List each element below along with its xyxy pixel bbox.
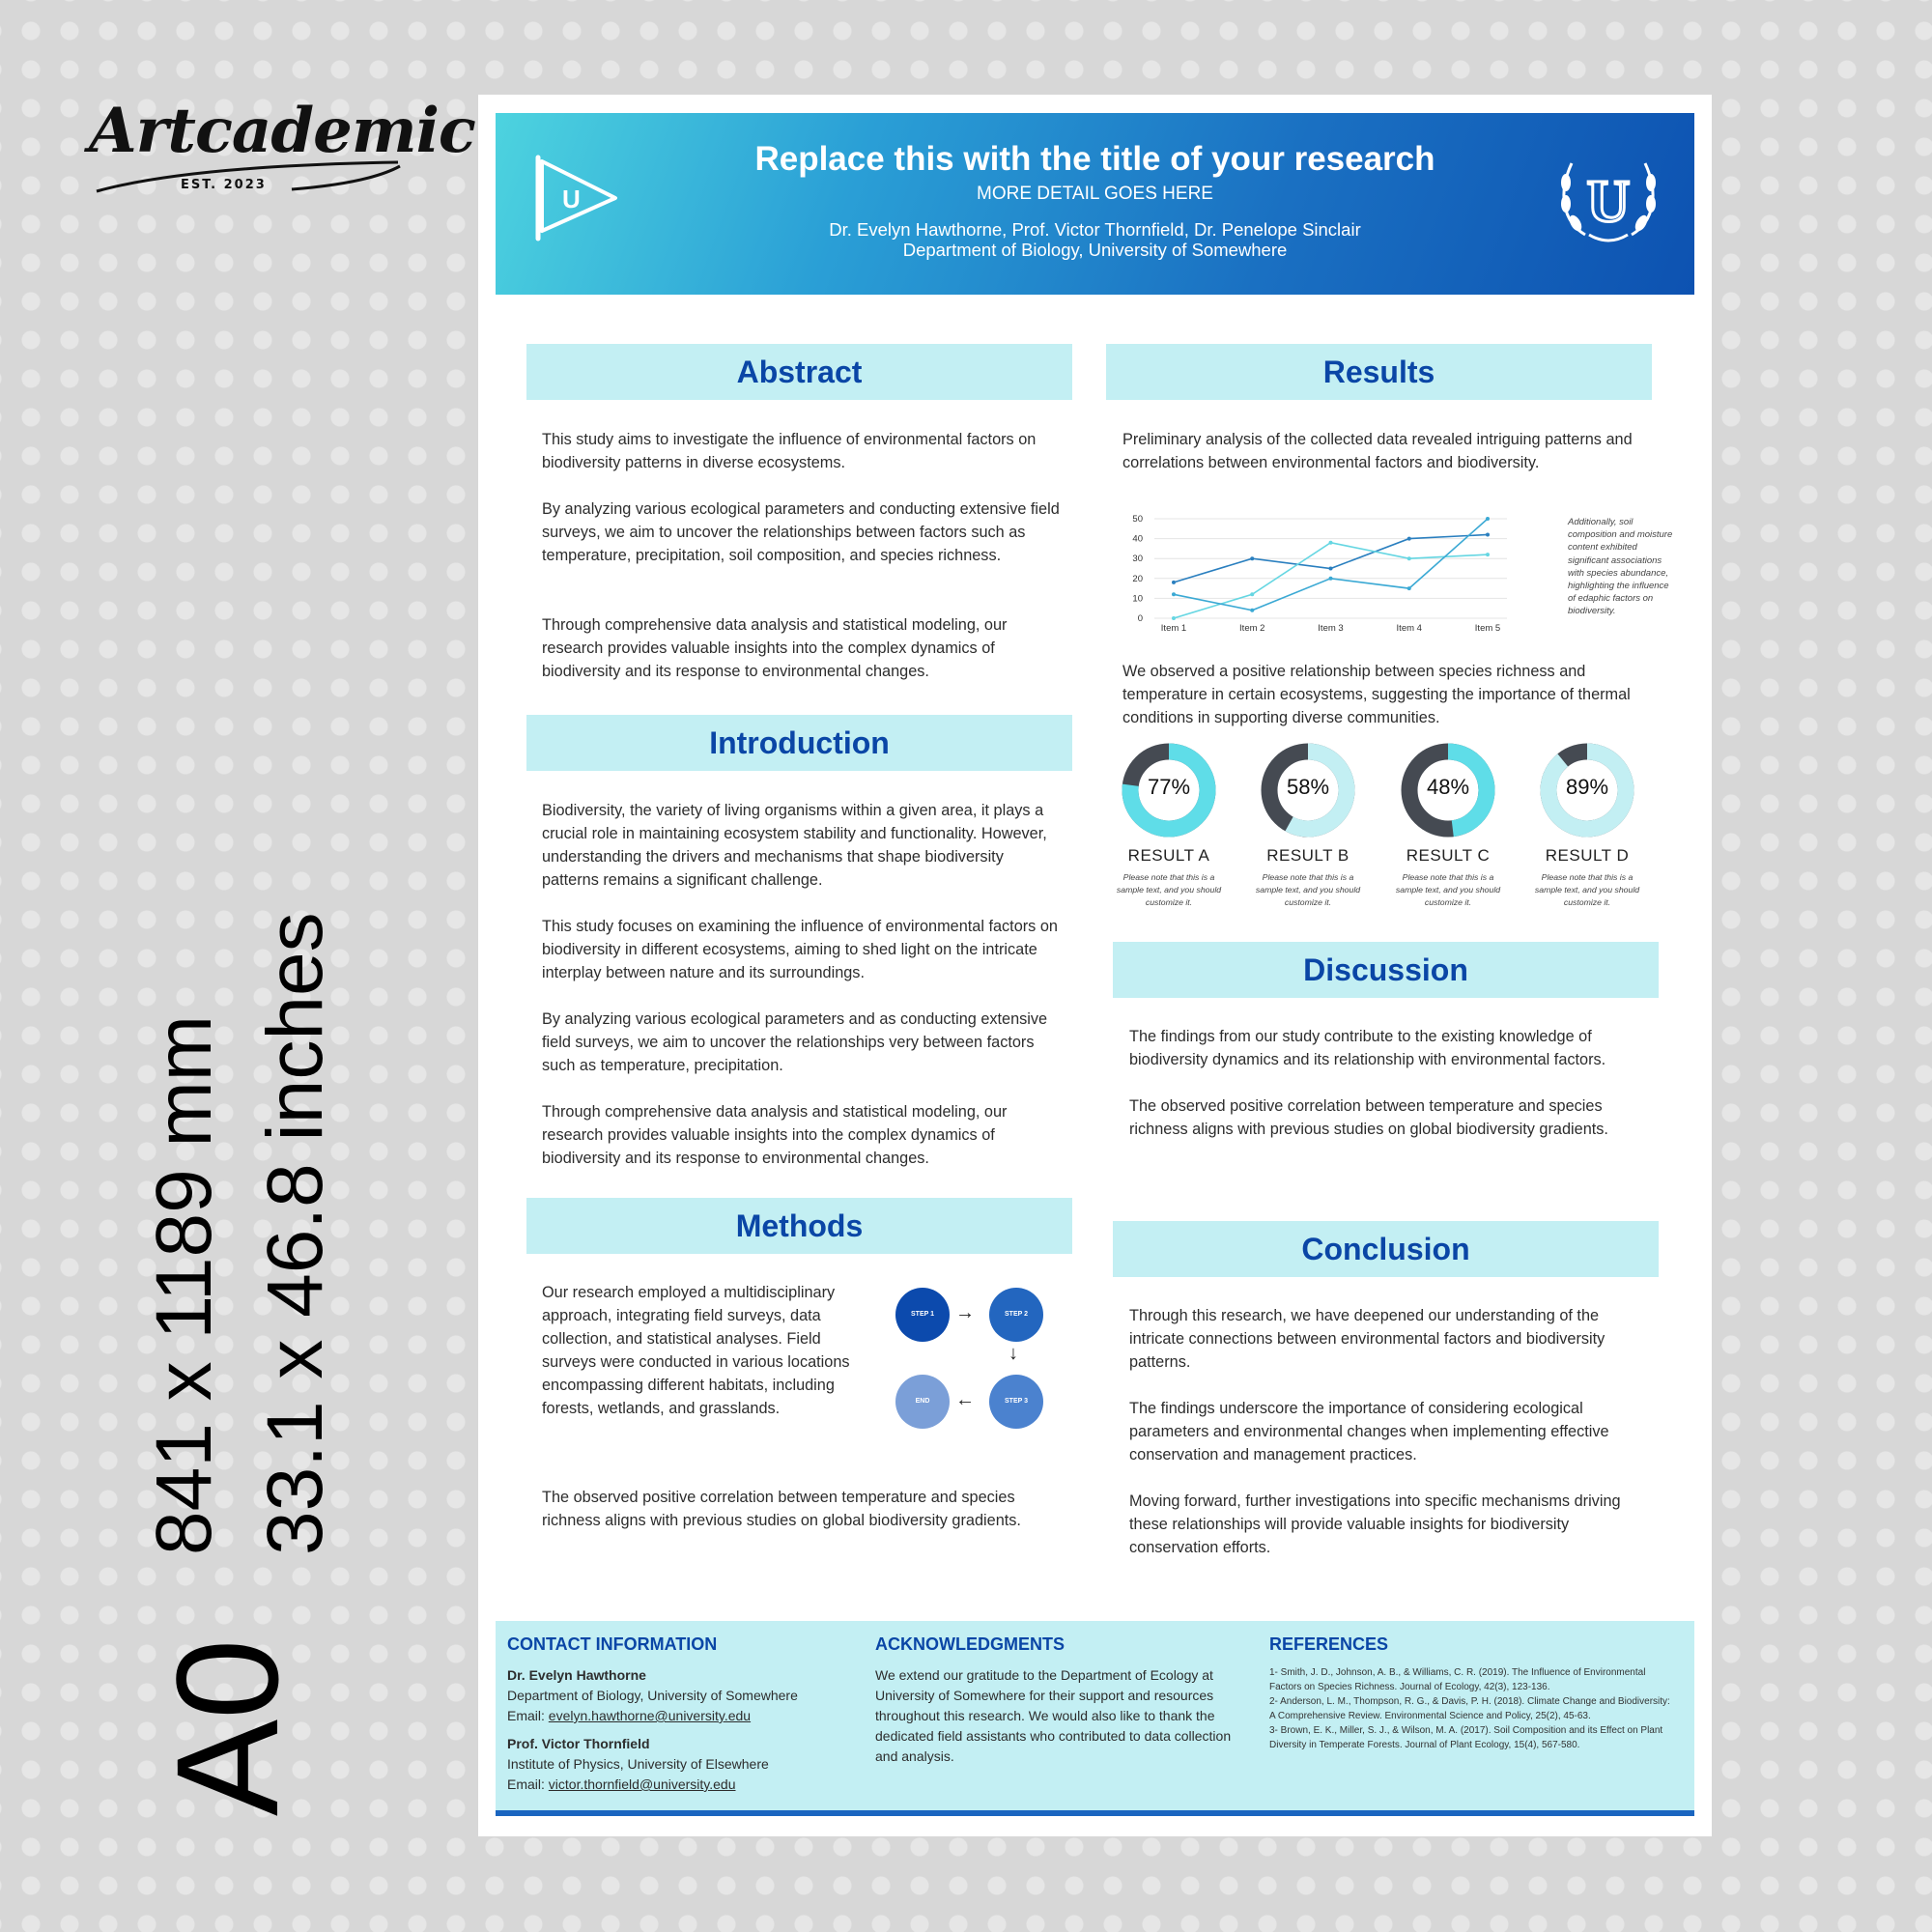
x-tick-label: Item 2 xyxy=(1239,623,1265,634)
results-line-chart xyxy=(1121,505,1584,640)
series-line xyxy=(1174,543,1488,618)
conclusion-paragraph-2: The findings underscore the importance of considering ecological parameters and environmental changes when implementing effective conservation and management practices. xyxy=(1129,1400,1609,1463)
contact-block xyxy=(507,1665,855,1795)
poster-footer xyxy=(496,1621,1694,1814)
discussion-paragraph-1: The findings from our study contribute to the existing knowledge of biodiversity dynamics and its relationship with environmental factors. xyxy=(1129,1028,1606,1068)
step-3-circle: STEP 3 xyxy=(989,1375,1043,1429)
donut-note: Please note that this is a sample text, and you should customize it. xyxy=(1534,872,1640,907)
brand-name: Artcademic xyxy=(89,95,475,167)
step-1-circle: STEP 1 xyxy=(895,1288,950,1342)
references-list xyxy=(1269,1665,1675,1752)
contact-2-name: Prof. Victor Thornfield xyxy=(507,1736,650,1751)
methods-heading: Methods xyxy=(526,1198,1072,1254)
pennant-letter: U xyxy=(562,185,581,213)
donut-2 xyxy=(1250,742,1366,909)
university-crest-icon xyxy=(1556,154,1661,246)
donut-label: RESULT A xyxy=(1127,846,1210,865)
references-heading: REFERENCES xyxy=(1269,1634,1389,1654)
data-point xyxy=(1486,517,1490,521)
results-paragraph-2: We observed a positive relationship between species richness and temperature in certain ecosystems, suggesting the importance of thermal conditions in supporting diverse communities. xyxy=(1122,663,1631,726)
y-tick-label: 40 xyxy=(1132,533,1143,545)
methods-paragraph-1: Our research employed a multidisciplinary approach, integrating field surveys, data collection, and statistical analyses. Field surveys were conducted in various locations encompassing different habitats, including forests, wetlands, and grasslands. xyxy=(542,1284,850,1417)
donut-note: Please note that this is a sample text, and you should customize it. xyxy=(1395,872,1501,907)
contact-1-dept: Department of Biology, University of Somewhere xyxy=(507,1688,798,1703)
contact-2-email-link[interactable]: victor.thornfield@university.edu xyxy=(548,1776,736,1792)
acknowledgments-heading: ACKNOWLEDGMENTS xyxy=(875,1634,1065,1654)
y-tick-label: 10 xyxy=(1132,593,1143,605)
conclusion-paragraph-3: Moving forward, further investigations into specific mechanisms driving these relationships will provide valuable insights for biodiversity conservation efforts. xyxy=(1129,1492,1621,1556)
data-point xyxy=(1486,532,1490,536)
donut-percent: 89% xyxy=(1565,775,1609,799)
abstract-paragraph-3: Through comprehensive data analysis and statistical modeling, our research provides valuable insights into the complex dynamics of biodiversity and its response to environmental changes. xyxy=(542,616,1008,680)
data-point xyxy=(1250,609,1254,612)
y-tick-label: 50 xyxy=(1132,514,1143,525)
donut-note: Please note that this is a sample text, and you should customize it. xyxy=(1255,872,1361,907)
donut-3 xyxy=(1390,742,1506,909)
abstract-paragraph-1: This study aims to investigate the influence of environmental factors on biodiversity patterns in diverse ecosystems. xyxy=(542,431,1037,471)
x-tick-label: Item 5 xyxy=(1474,623,1501,634)
discussion-paragraph-2: The observed positive correlation between temperature and species richness aligns with previous studies on global biodiversity gradients. xyxy=(1129,1097,1608,1138)
contact-heading: CONTACT INFORMATION xyxy=(507,1634,718,1654)
contact-1-name: Dr. Evelyn Hawthorne xyxy=(507,1667,646,1683)
contact-2-email-label: Email: xyxy=(507,1776,549,1792)
donut-1 xyxy=(1111,742,1227,909)
data-point xyxy=(1329,541,1333,545)
poster-title: Replace this with the title of your research xyxy=(754,140,1435,178)
data-point xyxy=(1329,577,1333,581)
chart-annotation: Additionally, soil composition and moisture content exhibited significant associations with species abundance, highlighting the influence of edaphic factors on biodiversity. xyxy=(1568,517,1673,617)
arrow-left-icon: ← xyxy=(955,1389,975,1410)
donut-percent: 77% xyxy=(1147,775,1191,799)
donut-label: RESULT C xyxy=(1406,846,1491,865)
reference-1: 1- Smith, J. D., Johnson, A. B., & Williams, C. R. (2019). The Influence of Environmental Factors on Species Richness. Journal of Ecology, 42(3), 123-136. xyxy=(1269,1667,1646,1692)
x-tick-label: Item 4 xyxy=(1396,623,1422,634)
size-inches-label: 33.1 x 46.8 inches xyxy=(251,912,339,1555)
data-point xyxy=(1407,537,1411,541)
arrow-right-icon: → xyxy=(955,1302,975,1323)
poster-authors: Dr. Evelyn Hawthorne, Prof. Victor Thornfield, Dr. Penelope Sinclair xyxy=(829,219,1361,240)
data-point xyxy=(1407,556,1411,560)
discussion-heading: Discussion xyxy=(1113,942,1659,998)
poster-sheet xyxy=(478,95,1712,1836)
size-class-label: A0 xyxy=(146,1638,308,1816)
y-tick-label: 30 xyxy=(1132,554,1143,565)
results-paragraph-1: Preliminary analysis of the collected data revealed intriguing patterns and correlations between environmental factors and biodiversity. xyxy=(1122,431,1633,471)
introduction-paragraph-3: By analyzing various ecological parameters and as conducting extensive field surveys, we aim to uncover the relationships very between factors such as temperature, precipitation. xyxy=(542,1010,1048,1074)
step-2-circle: STEP 2 xyxy=(989,1288,1043,1342)
brand-est: EST. 2023 xyxy=(181,178,267,192)
y-tick-label: 0 xyxy=(1137,613,1143,624)
donut-percent: 58% xyxy=(1286,775,1330,799)
donut-label: RESULT B xyxy=(1266,846,1350,865)
introduction-paragraph-2: This study focuses on examining the influence of environmental factors on biodiversity in different ecosystems, aiming to shed light on the intricate interplay between nature and its surroundings. xyxy=(542,918,1058,981)
conclusion-paragraph-1: Through this research, we have deepened our understanding of the intricate connections between environmental factors and biodiversity patterns. xyxy=(1129,1307,1605,1371)
step-end-circle: END xyxy=(895,1375,950,1429)
arrow-down-icon: ↓ xyxy=(1009,1343,1018,1364)
methods-paragraph-2: The observed positive correlation between temperature and species richness aligns with previous studies on global biodiversity gradients. xyxy=(542,1489,1021,1529)
crest-letter: U xyxy=(1586,169,1631,235)
data-point xyxy=(1172,581,1176,584)
donut-percent: 48% xyxy=(1426,775,1470,799)
data-point xyxy=(1172,592,1176,596)
series-line xyxy=(1174,519,1488,611)
footer-accent-bar xyxy=(496,1810,1694,1816)
reference-2: 2- Anderson, L. M., Thompson, R. G., & Davis, P. H. (2018). Climate Change and Biodiversity: A Comprehensive Review. Environmental Science and Policy, 25(2), 45-63. xyxy=(1269,1696,1670,1721)
acknowledgments-text: We extend our gratitude to the Department of Ecology at University of Somewhere for their support and resources throughout this research. We would also like to thank the dedicated field assistants who contributed to data collection and analysis. xyxy=(875,1667,1232,1764)
brand-logo xyxy=(89,95,475,201)
abstract-heading: Abstract xyxy=(526,344,1072,400)
introduction-paragraph-1: Biodiversity, the variety of living organisms within a given area, it plays a crucial role in maintaining ecosystem stability and functionality. However, understanding the drivers and mechanisms that shape biodiversity patterns remains a significant challenge. xyxy=(542,802,1047,889)
y-tick-label: 20 xyxy=(1132,573,1143,584)
contact-1-email-label: Email: xyxy=(507,1708,549,1723)
poster-department: Department of Biology, University of Somewhere xyxy=(902,240,1288,260)
reference-3: 3- Brown, E. K., Miller, S. J., & Wilson, M. A. (2017). Soil Composition and its Effect on Plant Diversity in Temperate Forests. Journal of Plant Ecology, 15(4), 567-580. xyxy=(1269,1725,1663,1750)
data-point xyxy=(1172,616,1176,620)
donut-note: Please note that this is a sample text, and you should customize it. xyxy=(1116,872,1222,907)
introduction-paragraph-4: Through comprehensive data analysis and statistical modeling, our research provides valuable insights into the complex dynamics of biodiversity and its response to environmental changes. xyxy=(542,1103,1008,1167)
contact-2-dept: Institute of Physics, University of Elsewhere xyxy=(507,1756,769,1772)
results-heading: Results xyxy=(1106,344,1652,400)
data-point xyxy=(1250,556,1254,560)
title-banner xyxy=(496,113,1694,295)
abstract-paragraph-2: By analyzing various ecological parameters and conducting extensive field surveys, we aim to uncover the relationships between factors such as temperature, precipitation, soil composition, and species richness. xyxy=(542,500,1060,564)
data-point xyxy=(1407,586,1411,590)
data-point xyxy=(1329,567,1333,571)
donut-label: RESULT D xyxy=(1545,846,1630,865)
data-point xyxy=(1250,592,1254,596)
donut-4 xyxy=(1529,742,1645,909)
x-tick-label: Item 1 xyxy=(1160,623,1187,634)
x-tick-label: Item 3 xyxy=(1318,623,1344,634)
introduction-heading: Introduction xyxy=(526,715,1072,771)
data-point xyxy=(1486,553,1490,556)
poster-subtitle: MORE DETAIL GOES HERE xyxy=(977,184,1213,204)
size-mm-label: 841 x 1189 mm xyxy=(140,1014,228,1555)
conclusion-heading: Conclusion xyxy=(1113,1221,1659,1277)
contact-1-email-link[interactable]: evelyn.hawthorne@university.edu xyxy=(548,1708,752,1723)
